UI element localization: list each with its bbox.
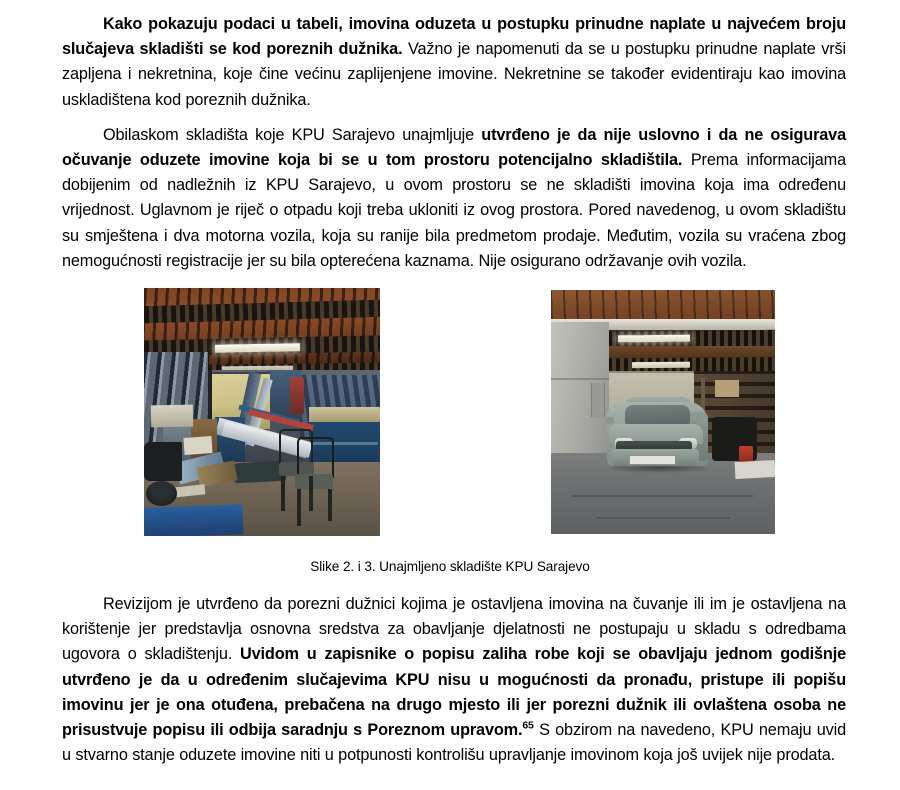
paragraph-3-lead: Revizijom je utvrđeno da porezni dužnici kojima je ostavljena imovina na čuvanje ili im je ostavljena na korištenje jer predstavlja osnovna sredstva za obavljanje djelatnosti ne postupaju u skladu s odredbama ugovora o skladištenju. (62, 595, 846, 664)
photo-car-license-plate (629, 455, 676, 466)
photo-counter-top (309, 407, 380, 422)
figure-caption: Slike 2. i 3. Unajmljeno skladište KPU Sarajevo (310, 559, 590, 574)
footnote-marker: 65 (522, 719, 534, 732)
figure-group (0, 288, 900, 546)
photo-fluorescent-lamp-2 (632, 362, 690, 368)
paragraph-1 (62, 12, 846, 113)
photo-fluorescent-lamp-1 (618, 335, 690, 343)
paragraph-2-bold-mid: utvrđeno je da nije uslovno i da ne osigurava očuvanje oduzete imovine koja bi se u tom prostoru potencijalno skladištila. (62, 125, 846, 170)
photo-chair-leg-4 (328, 489, 332, 521)
photo-white-panel (151, 404, 194, 427)
photo-debris-3 (184, 436, 213, 455)
paragraph-2-rest: Prema informacijama dobijenim od nadležnih iz KPU Sarajevo, u ovom prostoru se ne skladišti imovina koja ima određenu vrijednost. Uglavnom je riječ o otpadu koji treba ukloniti iz ovog prostora. Pored navedenog, u ovom skladištu su smještena i dva motorna vozila, koja su ranije bila predmetom prodaje. Međutim, vozila su vraćena zbog nemogućnosti registracije jer su bila opterećena kaznama. Nije osigurano održavanje ovih vozila. (62, 151, 846, 270)
paragraph-2-lead: Obilaskom skladišta koje KPU Sarajevo unajmljuje (103, 125, 482, 144)
lower-text-block (62, 592, 846, 768)
photo-chair-back-2 (297, 437, 334, 479)
paragraph-1-bold-lead: Kako pokazuju podaci u tabeli, imovina oduzeta u postupku prinudne naplate u najvećem broju slučajeva skladišti se kod poreznih dužnika. (62, 15, 846, 59)
photo-left-wall-seam (551, 378, 609, 380)
photo-floor-joint-1 (573, 495, 752, 497)
photo-roof-wood (551, 290, 775, 322)
paragraph-2 (62, 123, 846, 274)
photo-floor-joint-2 (596, 517, 730, 519)
photo-car-windshield (625, 405, 690, 425)
paragraph-1-rest: Važno je napomenuti da se u postupku prinudne naplate vrši zapljena i nekretnina, koje čine većinu zaplijenjene imovine. Nekretnine se također evidentiraju kao imovina uskladištena kod poreznih dužnika. (62, 40, 846, 109)
photo-car-mirror-right (699, 417, 708, 424)
garage-car-photo (551, 290, 775, 534)
photo-car-mirror-left (605, 417, 614, 424)
photo-shelf-box (715, 380, 740, 397)
photo-blue-mat (144, 505, 244, 536)
photo-red-item (290, 377, 304, 414)
warehouse-interior-photo (144, 288, 380, 536)
photo-chair-leg-3 (297, 489, 301, 526)
paragraph-3-bold-mid: Uvidom u zapisnike o popisu zaliha robe koji se obavljaju jednom godišnje utvrđeno je da u određenim slučajevima KPU nisu u mogućnosti da pronađu, pristupe ili popišu imovinu jer je ona otuđena, prebačena na drugo mjesto ili jer porezni dužnik ili ovlaštena osoba ne prisustvuje popisu ili odbija saradnju s Poreznom upravom. (62, 645, 846, 740)
photo-office-chair (144, 442, 182, 482)
photo-chair-seat-2 (295, 474, 333, 489)
paragraph-3-rest: S obzirom na navedeno, KPU nemaju uvid u stvarno stanje oduzete imovine niti u potpunosti kontrolišu upravljanje imovinom koja još uvijek nije prodata. (62, 721, 846, 765)
photo-chair-leg-2 (309, 476, 313, 511)
photo-ceiling-lamp-1 (215, 343, 300, 352)
upper-text-block (62, 12, 846, 274)
photo-wall-niche (591, 383, 604, 417)
photo-white-sheet (734, 460, 775, 479)
paragraph-3 (62, 592, 846, 768)
photo-chair-leg-1 (281, 476, 285, 511)
